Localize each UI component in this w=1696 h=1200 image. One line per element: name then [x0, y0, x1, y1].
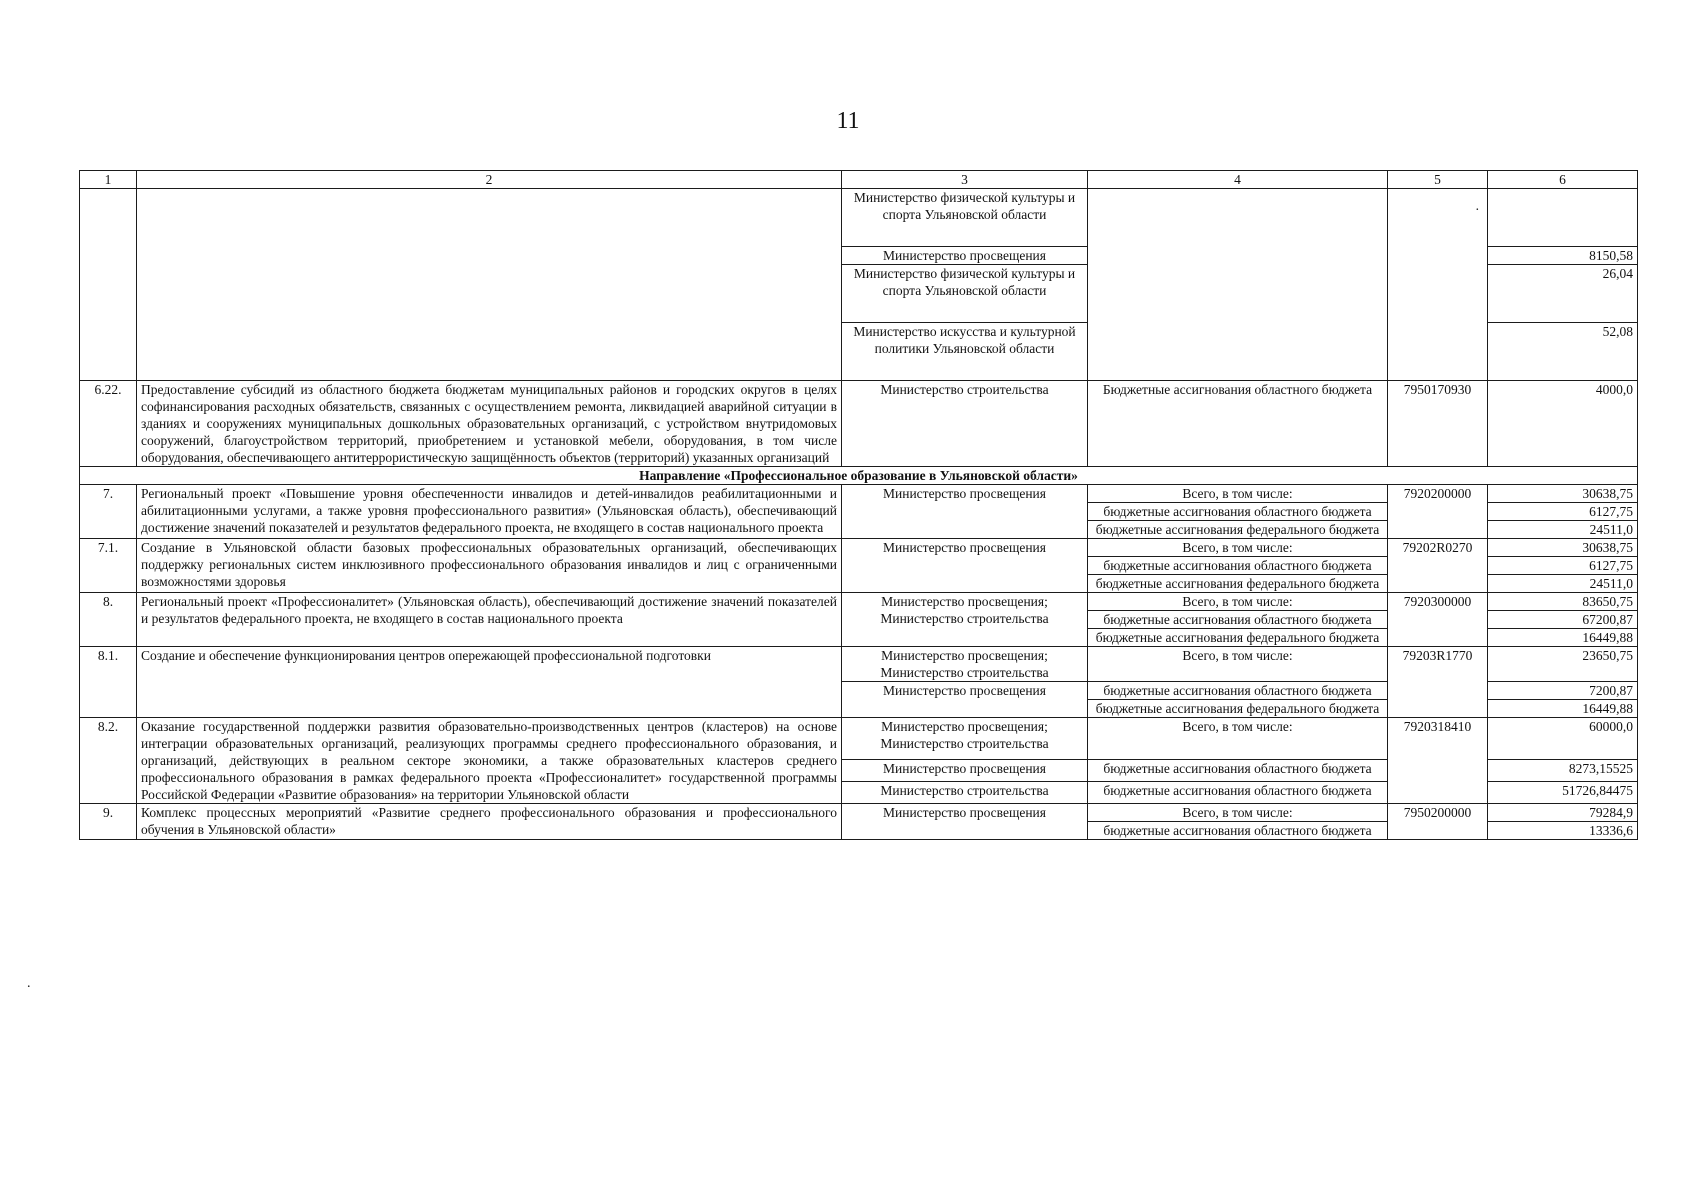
cell-executor: Министерство просвещения; Министерство строительства	[842, 593, 1088, 647]
cell-name: Создание в Ульяновской области базовых профессиональных образовательных организаций, обеспечивающих поддержку региональных систем инклюзивного профессионального образования инвалидов и лиц с ограниченными возможностями здоровья	[137, 539, 842, 593]
cell-source: бюджетные ассигнования областного бюджета	[1088, 782, 1388, 804]
cell-source: бюджетные ассигнования областного бюджета	[1088, 682, 1388, 700]
cell-source: бюджетные ассигнования областного бюджета	[1088, 557, 1388, 575]
cell-code	[1388, 189, 1488, 381]
cell-num: 8.	[80, 593, 137, 647]
page-number: 11	[836, 108, 860, 134]
table-row	[80, 189, 1638, 247]
cell-name: Региональный проект «Повышение уровня обеспеченности инвалидов и детей-инвалидов реабилитационными и абилитационными услугами, а также уровня профессионального развития» (Ульяновская область), обеспечивающий достижение значений показателей и результатов федерального проекта, не входящего в состав национального проекта	[137, 485, 842, 539]
cell-num: 9.	[80, 804, 137, 840]
cell-source: бюджетные ассигнования федерального бюджета	[1088, 575, 1388, 593]
cell-executor: Министерство строительства	[842, 782, 1088, 804]
cell-name: Комплекс процессных мероприятий «Развитие среднего профессионального образования и профессионального обучения в Ульяновской области»	[137, 804, 842, 840]
header-row	[80, 171, 1638, 189]
cell-sum: 51726,84475	[1488, 782, 1638, 804]
cell-executor: Министерство просвещения	[842, 682, 1088, 718]
header-col-5: 5	[1388, 171, 1488, 189]
cell-num: 7.1.	[80, 539, 137, 593]
cell-name: Региональный проект «Профессионалитет» (Ульяновская область), обеспечивающий достижение значений показателей и результатов федерального проекта, не входящего в состав национального проекта	[137, 593, 842, 647]
cell-sum: 24511,0	[1488, 521, 1638, 539]
cell-name	[137, 189, 842, 381]
cell-code: 7920300000	[1388, 593, 1488, 647]
cell-sum: 30638,75	[1488, 485, 1638, 503]
cell-num: 8.1.	[80, 647, 137, 718]
table-row	[80, 485, 1638, 503]
cell-executor: Министерство просвещения	[842, 760, 1088, 782]
header-col-2: 2	[137, 171, 842, 189]
cell-sum: 83650,75	[1488, 593, 1638, 611]
cell-executor: Министерство просвещения	[842, 485, 1088, 539]
cell-source: бюджетные ассигнования областного бюджета	[1088, 611, 1388, 629]
cell-executor: Министерство строительства	[842, 381, 1088, 467]
table-row	[80, 593, 1638, 611]
cell-sum: 16449,88	[1488, 629, 1638, 647]
header-col-3: 3	[842, 171, 1088, 189]
cell-sum	[1488, 189, 1638, 247]
cell-sum: 67200,87	[1488, 611, 1638, 629]
cell-source: Всего, в том числе:	[1088, 647, 1388, 682]
cell-sum: 6127,75	[1488, 503, 1638, 521]
cell-source	[1088, 189, 1388, 381]
table-row	[80, 718, 1638, 760]
cell-source: бюджетные ассигнования федерального бюджета	[1088, 521, 1388, 539]
cell-sum: 6127,75	[1488, 557, 1638, 575]
table-row	[80, 804, 1638, 822]
cell-executor: Министерство искусства и культурной политики Ульяновской области	[842, 323, 1088, 381]
table-row	[80, 381, 1638, 467]
table-row	[80, 647, 1638, 682]
stray-dot: .	[1475, 198, 1479, 213]
cell-code: 79203R1770	[1388, 647, 1488, 718]
cell-num: 7.	[80, 485, 137, 539]
cell-num: 6.22.	[80, 381, 137, 467]
cell-executor: Министерство просвещения	[842, 247, 1088, 265]
cell-executor: Министерство просвещения	[842, 539, 1088, 593]
section-title: Направление «Профессиональное образование в Ульяновской области»	[80, 467, 1638, 485]
cell-sum: 79284,9	[1488, 804, 1638, 822]
cell-executor: Министерство физической культуры и спорта Ульяновской области	[842, 265, 1088, 323]
cell-source: Всего, в том числе:	[1088, 718, 1388, 760]
cell-sum: 60000,0	[1488, 718, 1638, 760]
cell-sum: 8273,15525	[1488, 760, 1638, 782]
cell-source: бюджетные ассигнования областного бюджета	[1088, 503, 1388, 521]
cell-sum: 8150,58	[1488, 247, 1638, 265]
header-col-4: 4	[1088, 171, 1388, 189]
cell-source: бюджетные ассигнования федерального бюджета	[1088, 700, 1388, 718]
section-row	[80, 467, 1638, 485]
cell-num	[80, 189, 137, 381]
cell-executor: Министерство физической культуры и спорта Ульяновской области	[842, 189, 1088, 247]
cell-source: Бюджетные ассигнования областного бюджета	[1088, 381, 1388, 467]
cell-executor: Министерство просвещения	[842, 804, 1088, 840]
cell-name: Предоставление субсидий из областного бюджета бюджетам муниципальных районов и городских округов в целях софинансирования расходных обязательств, связанных с осуществлением ремонта, ликвидацией аварийной ситуации в зданиях и сооружениях муниципальных дошкольных образовательных организаций, с устройством внутридомовых сооружений, благоустройством территорий, приобретением и установкой мебели, оборудования, в том числе оборудования, обеспечивающего антитеррористическую защищённость объектов (территорий) указанных организаций	[137, 381, 842, 467]
cell-source: Всего, в том числе:	[1088, 593, 1388, 611]
cell-source: бюджетные ассигнования областного бюджета	[1088, 822, 1388, 840]
table-row	[80, 539, 1638, 557]
cell-name: Оказание государственной поддержки развития образовательно-производственных центров (кластеров) на основе интеграции образовательных организаций, реализующих программы среднего профессионального образования, и организаций, действующих в реальном секторе экономики, а также образовательных кластеров среднего профессионального образования в рамках федерального проекта «Профессионалитет» государственной программы Российской Федерации «Развитие образования» на территории Ульяновской области	[137, 718, 842, 804]
header-col-1: 1	[80, 171, 137, 189]
cell-code: 79202R0270	[1388, 539, 1488, 593]
header-col-6: 6	[1488, 171, 1638, 189]
cell-sum: 26,04	[1488, 265, 1638, 323]
cell-name: Создание и обеспечение функционирования центров опережающей профессиональной подготовки	[137, 647, 842, 718]
cell-sum: 52,08	[1488, 323, 1638, 381]
cell-sum: 30638,75	[1488, 539, 1638, 557]
cell-executor: Министерство просвещения; Министерство строительства	[842, 718, 1088, 760]
cell-sum: 23650,75	[1488, 647, 1638, 682]
cell-code: 7950170930	[1388, 381, 1488, 467]
margin-mark: .	[27, 976, 31, 991]
cell-source: Всего, в том числе:	[1088, 539, 1388, 557]
cell-executor: Министерство просвещения; Министерство строительства	[842, 647, 1088, 682]
cell-code: 7950200000	[1388, 804, 1488, 840]
cell-sum: 24511,0	[1488, 575, 1638, 593]
cell-code: 7920318410	[1388, 718, 1488, 804]
budget-table	[79, 170, 1637, 840]
cell-code: 7920200000	[1388, 485, 1488, 539]
cell-source: Всего, в том числе:	[1088, 804, 1388, 822]
cell-source: бюджетные ассигнования областного бюджета	[1088, 760, 1388, 782]
cell-sum: 16449,88	[1488, 700, 1638, 718]
cell-sum: 13336,6	[1488, 822, 1638, 840]
cell-source: бюджетные ассигнования федерального бюджета	[1088, 629, 1388, 647]
cell-source: Всего, в том числе:	[1088, 485, 1388, 503]
cell-num: 8.2.	[80, 718, 137, 804]
cell-sum: 7200,87	[1488, 682, 1638, 700]
cell-sum: 4000,0	[1488, 381, 1638, 467]
